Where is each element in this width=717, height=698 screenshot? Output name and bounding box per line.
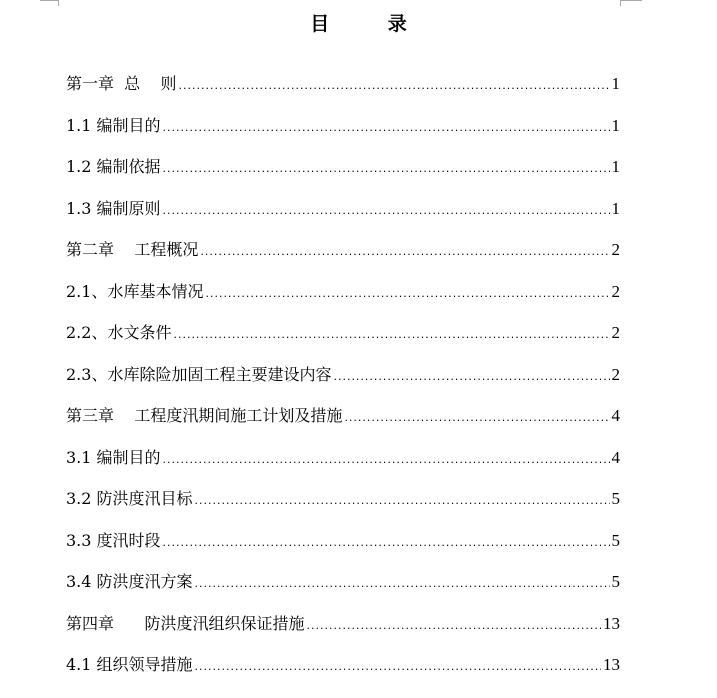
toc-entry-chapter-1[interactable]: [66, 72, 620, 114]
toc-page-number: 2: [611, 364, 620, 384]
toc-page-number: 2: [611, 240, 620, 259]
toc-entry-2-3[interactable]: [66, 363, 620, 405]
toc-dot-leader: [163, 157, 610, 181]
toc-page-number: 1: [611, 115, 620, 135]
toc-page-number: 2: [611, 281, 620, 301]
toc-title: 目 录: [310, 13, 433, 35]
toc-page-number: 1: [611, 74, 620, 93]
toc-entry-chapter-2[interactable]: [66, 238, 620, 280]
toc-entry-text: 4.1 组织领导措施: [66, 655, 193, 674]
toc-dot-leader: [333, 365, 609, 389]
toc-dot-leader: [179, 74, 610, 98]
page-corner-mark-right-vertical: [620, 0, 621, 6]
toc-dot-leader: [195, 655, 601, 679]
toc-entry-chapter-3[interactable]: [66, 404, 620, 446]
toc-entry-3-2[interactable]: [66, 487, 620, 529]
toc-entry-3-1[interactable]: [66, 446, 620, 488]
toc-entry-text: 第一章 总 则: [66, 74, 177, 93]
toc-page-number: 2: [611, 323, 620, 342]
toc-entry-text: 1.2 编制依据: [66, 157, 161, 176]
toc-entry-text: 第二章 工程概况: [66, 240, 199, 259]
toc-dot-leader: [344, 406, 609, 430]
toc-dot-leader: [163, 116, 610, 140]
toc-dot-leader: [200, 240, 609, 264]
toc-entry-1-3[interactable]: [66, 197, 620, 239]
table-of-contents: [66, 72, 620, 695]
toc-dot-leader: [163, 448, 610, 472]
toc-entry-text: 第四章 防洪度汛组织保证措施: [66, 613, 305, 633]
toc-entry-text: 第三章 工程度汛期间施工计划及措施: [66, 406, 343, 425]
toc-entry-text: 2.2、水文条件: [66, 323, 172, 342]
toc-page-number: 5: [611, 530, 620, 550]
toc-dot-leader: [195, 489, 610, 513]
toc-entry-text: 3.1 编制目的: [66, 447, 161, 467]
toc-entry-text: 1.3 编制原则: [66, 198, 161, 218]
toc-dot-leader: [205, 282, 609, 306]
toc-entry-2-2[interactable]: [66, 321, 620, 363]
toc-entry-text: 3.4 防洪度汛方案: [66, 572, 193, 591]
toc-entry-text: 2.1、水库基本情况: [66, 281, 204, 301]
page-corner-mark-left: [40, 0, 58, 1]
toc-entry-3-4[interactable]: [66, 570, 620, 612]
page-corner-mark-right: [620, 0, 642, 1]
toc-dot-leader: [163, 199, 610, 223]
toc-page-number: 4: [611, 406, 620, 425]
toc-page-number: 13: [603, 613, 620, 633]
toc-dot-leader: [307, 614, 601, 638]
toc-page-number: 5: [611, 572, 620, 591]
toc-entry-text: 2.3、水库除险加固工程主要建设内容: [66, 364, 332, 384]
toc-entry-text: 3.3 度汛时段: [66, 530, 161, 550]
toc-dot-leader: [195, 572, 610, 596]
toc-page-number: 5: [611, 489, 620, 508]
toc-dot-leader: [163, 531, 610, 555]
toc-page-number: 1: [611, 198, 620, 218]
toc-entry-1-1[interactable]: [66, 114, 620, 156]
toc-entry-text: 3.2 防洪度汛目标: [66, 489, 193, 508]
page-corner-mark-left-vertical: [58, 0, 59, 6]
toc-page-number: 4: [611, 447, 620, 467]
toc-entry-chapter-4[interactable]: [66, 612, 620, 654]
toc-page-number: 13: [603, 655, 620, 674]
toc-entry-4-1[interactable]: [66, 653, 620, 695]
toc-entry-1-2[interactable]: [66, 155, 620, 197]
toc-entry-2-1[interactable]: [66, 280, 620, 322]
toc-page-number: 1: [611, 157, 620, 176]
toc-entry-text: 1.1 编制目的: [66, 115, 161, 135]
toc-dot-leader: [173, 323, 609, 347]
toc-entry-3-3[interactable]: [66, 529, 620, 571]
